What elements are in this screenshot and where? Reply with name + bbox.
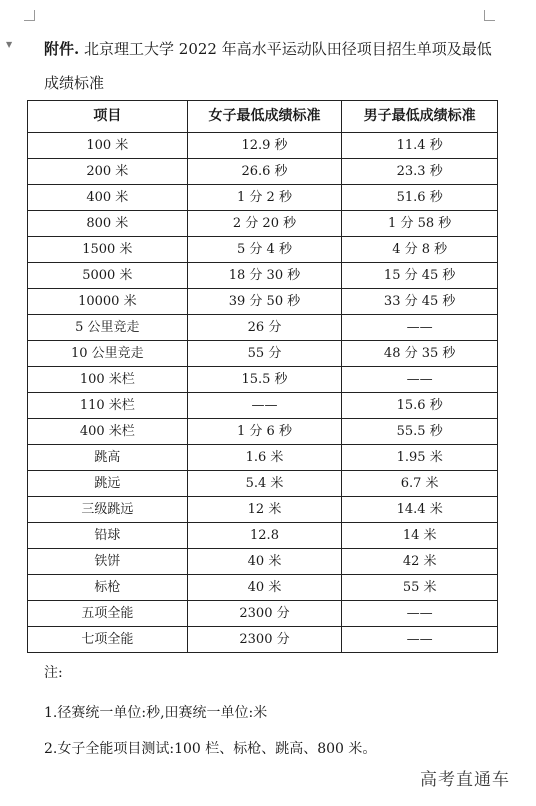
event-cell: 三级跳远	[28, 497, 188, 523]
table-row	[28, 575, 498, 601]
standards-table	[27, 100, 498, 653]
event-cell: 1500 米	[28, 237, 188, 263]
event-cell: 100 米栏	[28, 367, 188, 393]
women-cell: 2300 分	[187, 601, 342, 627]
men-cell: 1 分 58 秒	[342, 211, 498, 237]
men-cell: ——	[342, 315, 498, 341]
table-row	[28, 445, 498, 471]
women-cell: 1 分 2 秒	[187, 185, 342, 211]
men-cell: 42 米	[342, 549, 498, 575]
document-title	[44, 32, 494, 100]
notes-heading: 注:	[44, 665, 63, 681]
table-header-row	[28, 101, 498, 133]
event-cell: 铁饼	[28, 549, 188, 575]
men-cell: ——	[342, 367, 498, 393]
event-cell: 跳高	[28, 445, 188, 471]
men-cell: 4 分 8 秒	[342, 237, 498, 263]
men-cell: ——	[342, 627, 498, 653]
men-cell: 15 分 45 秒	[342, 263, 498, 289]
event-cell: 10000 米	[28, 289, 188, 315]
event-cell: 100 米	[28, 133, 188, 159]
event-cell: 5 公里竞走	[28, 315, 188, 341]
event-cell: 五项全能	[28, 601, 188, 627]
men-cell: 51.6 秒	[342, 185, 498, 211]
men-cell: 15.6 秒	[342, 393, 498, 419]
event-cell: 标枪	[28, 575, 188, 601]
title-text: 北京理工大学 2022 年高水平运动队田径项目招生单项及最低成绩标准	[44, 40, 492, 92]
collapse-arrow-icon[interactable]: ▼	[6, 40, 13, 49]
women-cell: 2300 分	[187, 627, 342, 653]
women-cell: 26 分	[187, 315, 342, 341]
table-row	[28, 367, 498, 393]
women-cell: 40 米	[187, 549, 342, 575]
women-cell: 12.9 秒	[187, 133, 342, 159]
women-cell: 5 分 4 秒	[187, 237, 342, 263]
women-cell: 39 分 50 秒	[187, 289, 342, 315]
men-cell: 33 分 45 秒	[342, 289, 498, 315]
table-row	[28, 601, 498, 627]
women-cell: 1 分 6 秒	[187, 419, 342, 445]
event-cell: 800 米	[28, 211, 188, 237]
table-row	[28, 341, 498, 367]
table-row	[28, 211, 498, 237]
event-cell: 跳远	[28, 471, 188, 497]
table-row	[28, 419, 498, 445]
women-cell: 18 分 30 秒	[187, 263, 342, 289]
women-cell: 5.4 米	[187, 471, 342, 497]
men-cell: 14 米	[342, 523, 498, 549]
table-row	[28, 185, 498, 211]
women-cell: ——	[187, 393, 342, 419]
margin-corner-mark-left	[24, 10, 35, 21]
table-row	[28, 393, 498, 419]
note-item: 2.女子全能项目测试:100 栏、标枪、跳高、800 米。	[44, 741, 377, 757]
event-cell: 七项全能	[28, 627, 188, 653]
table-row	[28, 523, 498, 549]
women-cell: 12.8	[187, 523, 342, 549]
table-row	[28, 133, 498, 159]
men-cell: 14.4 米	[342, 497, 498, 523]
table-row	[28, 289, 498, 315]
table-row	[28, 549, 498, 575]
women-cell: 40 米	[187, 575, 342, 601]
watermark: 高考直通车	[420, 770, 510, 790]
event-cell: 400 米栏	[28, 419, 188, 445]
table-row	[28, 471, 498, 497]
event-cell: 400 米	[28, 185, 188, 211]
women-cell: 1.6 米	[187, 445, 342, 471]
table-row	[28, 497, 498, 523]
men-cell: ——	[342, 601, 498, 627]
table-row	[28, 263, 498, 289]
header-event: 项目	[28, 101, 188, 133]
title-lead: 附件.	[44, 40, 80, 58]
table-row	[28, 237, 498, 263]
event-cell: 200 米	[28, 159, 188, 185]
women-cell: 55 分	[187, 341, 342, 367]
table-row	[28, 627, 498, 653]
men-cell: 55 米	[342, 575, 498, 601]
women-cell: 15.5 秒	[187, 367, 342, 393]
margin-corner-mark-right	[484, 10, 495, 21]
table-row	[28, 159, 498, 185]
men-cell: 48 分 35 秒	[342, 341, 498, 367]
men-cell: 1.95 米	[342, 445, 498, 471]
men-cell: 6.7 米	[342, 471, 498, 497]
women-cell: 12 米	[187, 497, 342, 523]
men-cell: 23.3 秒	[342, 159, 498, 185]
table-row	[28, 315, 498, 341]
women-cell: 26.6 秒	[187, 159, 342, 185]
note-item: 1.径赛统一单位:秒,田赛统一单位:米	[44, 705, 268, 721]
event-cell: 5000 米	[28, 263, 188, 289]
event-cell: 10 公里竞走	[28, 341, 188, 367]
header-women-standard: 女子最低成绩标准	[187, 101, 342, 133]
header-men-standard: 男子最低成绩标准	[342, 101, 498, 133]
men-cell: 55.5 秒	[342, 419, 498, 445]
event-cell: 110 米栏	[28, 393, 188, 419]
women-cell: 2 分 20 秒	[187, 211, 342, 237]
men-cell: 11.4 秒	[342, 133, 498, 159]
event-cell: 铅球	[28, 523, 188, 549]
